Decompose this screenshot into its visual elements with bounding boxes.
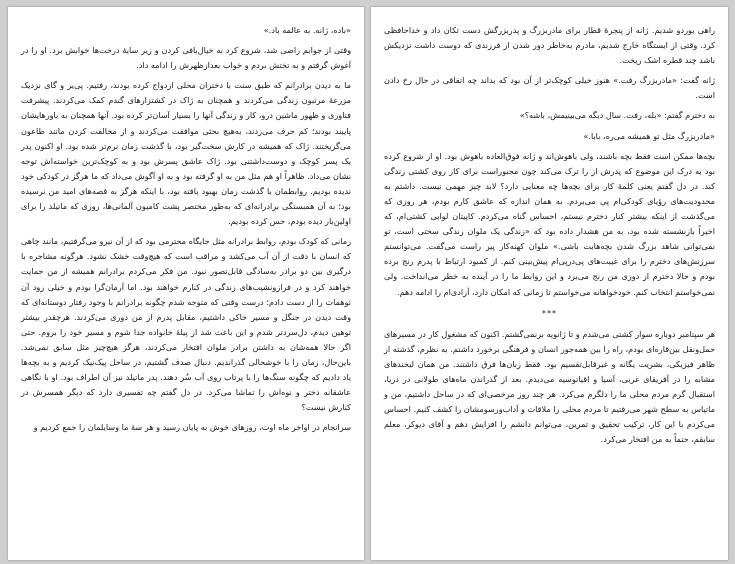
right-page-text [384, 23, 715, 552]
paragraph: ژانه گفت: «مادربزرگ رفت.» هنوز خیلی کوچک‌تر از آن بود که بداند چه اتفاقی در حال رخ دادن است. [384, 75, 715, 101]
paragraph: «مادربزرگ مثل تو همیشه می‌ره، بابا.» [583, 130, 715, 141]
paragraph: وقتی از جوابم راضی شد، شروع کرد به خیال‌بافی کردن و زیر سایهٔ درخت‌ها خوابش برد. او را در آغوش گرفتم و به تختش بردم و خواب بعدازظهرش را ادامه داد. [21, 45, 351, 71]
paragraph: سرانجام در اواخر ماه اوت، روزهای خوش به پایان رسید و هر سهٔ ما وسایلمان را جمع کردیم و [33, 422, 351, 433]
section-separator: *** [541, 307, 558, 318]
paragraph: زمانی که کودک بودم، روابط برادرانه مثل جایگاه محترمی بود که از آن نیرو می‌گرفتیم، مانند چاهی که انسان با دقت از آن آب می‌کشد و مراقب است که هیچ‌وقت خشک نشود. هرگونه مشاجره با درگیری بین دو برادر به‌سادگی قابل‌تصور نبود. من فکر می‌کردم برادرانم همیشه از من حمایت خواهند کرد و در فرازونشیب‌های زندگی در کنارم خواهند بود. اما آرمان‌گرا بودم و خیلی زود آن توهمات را از دست دادم؛ درست وقتی که متوجه شدم چگونه برادرانم با وجود رفتار دوستانه‌ای که وقت دیدن در جنگل و مسیر خاکی داشتیم، مقابل پدرم از من دوری می‌کردند. هرچقدر بیشتر توهین دیدم، دل‌سردتر شدم و این باعث شد از پیلهٔ خانواده جدا شوم و مسیر خود را بروم. حتی اگر حالا همه‌شان به داشتن برادر ملوان افتخار می‌کردند، هرگز هیچ‌چیز مثل سابق نمی‌شد. باین‌حال، زمان را با خوشحالی گذراندیم. دنبال صدف گشتیم، در ساحل پیک‌نیک کردیم و به بچه‌ها یاد دادیم که چگونه سنگ‌ها را با پرتاب روی آب سُر دهند. پدر ماتیلد نیز آن اطراف بود. او با نگاهی عاشقانه دختر و نوه‌اش را تماشا می‌کرد. در دل گفتم چه تفسیری دارد که دیگر همسرش در کنارش نیست؟ [21, 236, 351, 413]
right-page [371, 7, 728, 560]
paragraph: هر سپتامبر دوباره سوار کشتی می‌شدم و تا ژانویه برنمی‌گشتم. اکنون که مشغول کار در مسیرهای حمل‌ونقل بین‌قاره‌ای بودم، راه را بین همه‌جور انسان و فرهنگی برخورد داشتم. به نظرم، گذشته از ظاهر فیزیکی، بشریت یگانه و غیرقابل‌تقسیم بود. فقط زبان‌ها فرق داشتند. من همان لبخندهای مشابه را در آفریقای غربی، آسیا و اقیانوسیه می‌دیدم. بعد از گذراندن ماه‌های طولانی در دریا، استقبال گرم مردم محلی ما را دلگرم می‌کرد. هر چند روز مرخصی‌ای که در ساحل داشتیم، من و ماتیاس به سطح شهر می‌رفتیم تا مردم محلی را ملاقات و آداب‌ورسومشان را کشف کنیم. احساس می‌کردم با این کار، ترکیب تحقیق و تمرین، می‌توانم دانشم را افزایش دهم و آقای دیوکر، معلم سابقم، حتماً به من افتخار می‌کرد. [384, 328, 715, 445]
left-page [8, 7, 364, 560]
left-page-text [21, 23, 351, 552]
paragraph: «باده، ژانه. به عالمه باد.» [263, 25, 351, 35]
paragraph: ما به دیدن برادرانم که طبق سنت با دختران محلی ازدواج کرده بودند، رفتیم. پی‌یر و گای نزدیک مزرعهٔ مرتبون زندگی می‌کردند و همچنان به ژاک در کشتزارهای گندم کمک می‌کردند. پیشرفت فناوری و ظهور ماشین درو، کار و زندگی آنها را بسیار آسان‌تر کرده بود. آنها همچنان به باورهایشان پایبند بودند؛ کم حرف می‌زدند، به‌هیچ بحثی موافقت می‌کردند و از مخالفت کردن مانند طاعون می‌گریختند. ژاک که همیشه در کارش سخت‌گیر بود، با گذشت زمان نرم‌تر شده بود. او اکنون پدر یک پسر کوچک و دوست‌داشتنی بود. ژاک عاشق پسرش بود و به کوچک‌ترین خواسته‌اش توجه نشان می‌داد. ظاهراً او هم مثل من به او گرفته بود و به او آگوش می‌داد که ما هرگز در کودکی خود ندیده بودیم. روابطمان با گذشت زمان بهبود یافته بود، با اینکه هرگز به قصه‌های امید من نرسیده بود؛ به آن همبستگی برادرانه‌ای که به‌طور مختصر پشت کامیون آلمانی‌ها، روزی که ماتیلد را برای اولین‌بار دیده بودم، حس کرده بودیم. [21, 80, 351, 227]
paragraph: راهی بوردو شدیم. ژانه از پنجرهٔ قطار برای مادربزرگ و پدربزرگش دست تکان داد و خداحافظی کرد. وقتی از ایستگاه خارج شدیم، مادرم به‌خاطر دور شدن از فرزندی که دوست داشت نزدیکش باشد چند قطره اشک ریخت. [384, 25, 715, 66]
paragraph: به دخترم گفتم: «بله، رفت. سال دیگه می‌بینیمش، باشه؟» [519, 110, 715, 121]
paragraph: بچه‌ها ممکن است فقط بچه باشند، ولی باهوش‌اند و ژانه فوق‌العاده باهوش بود. او از شروع کرده بود به درک این موضوع که پدرش از را ترک می‌کند چون مجبوراست برای کار روی کشتی زندگی کند. در دل گفتم یعنی کلمهٔ کار برای بچه‌ها چه معنایی دارد؟ لابد چیز مهمی نیست. داشتم به محدودیت‌های رؤیای کودکی‌ام پی می‌بردم. به همان اندازه که عاشق کارم بودم، هر روزی که می‌گذشت از اینکه بیشتر کنار دخترم نیستم، احساس گناه می‌کردم. کاپیتان لوایی کشتی‌ام، که اخیراً بازنشسته شده بود، به من هشدار داده بود که «زندگی یک ملوان زندگی سختی است، تو نمی‌توانی شاهد بزرگ شدن بچه‌هایت باشی.» ملوان کهنه‌کار پیر راست می‌گفت. می‌توانستم سرزنش‌های دخترم را برای غیبت‌های پی‌درپی‌ام پیش‌بینی کنم. از کمبود ارتباط با پدرم رنج برده بودم و حالا دخترم از دوری من رنج می‌برد و این روابط ما را در آینده به خطر می‌انداخت. ولی نمی‌خواستم انتخاب کنم. خودخواهانه می‌خواستم تا زمانی که امکان دارد، آزادی‌ام را ادامه دهم. [384, 150, 715, 297]
